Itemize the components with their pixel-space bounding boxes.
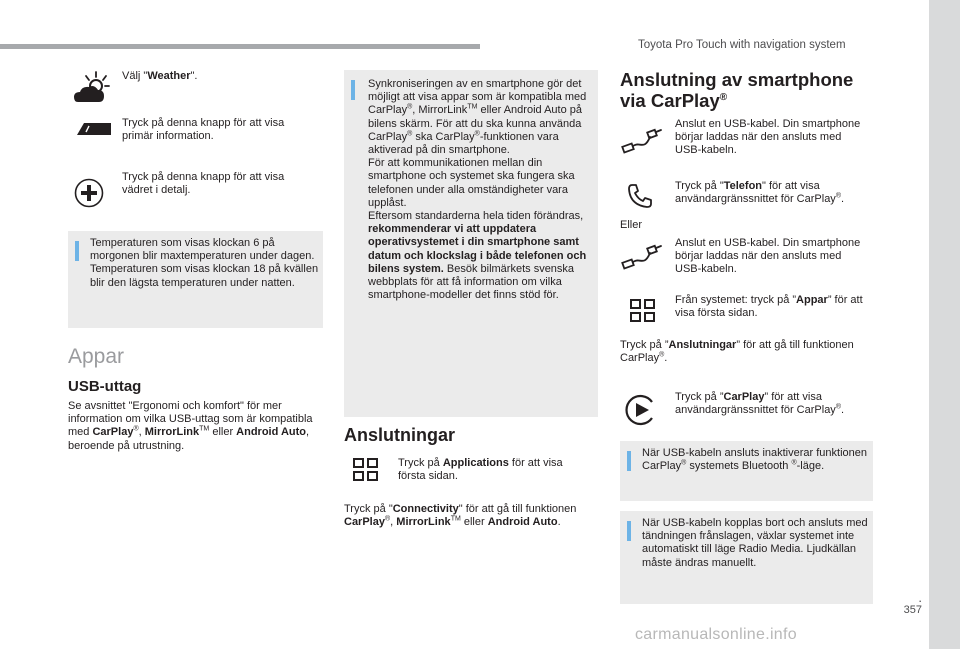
carplay-heading: Anslutning av smartphone via CarPlay® xyxy=(620,69,854,111)
usb-connect-text-1: Anslut en USB-kabel. Din smartphone börjar laddas när den ansluts med USB-kabeln. xyxy=(675,118,861,157)
sync-note-text: Synkroniseringen av en smartphone gör det möjligt att visa appar som är kompatibla med CarPlay®, MirrorLink™ eller Android Auto på bilens skärm. För att du ska kunna använda CarPlay® ska CarPlay®-funktionen vara aktiverad på din smartphone. För att kommunikationen mellan din smartphone och systemet ska fungera ska telefonen under alla omständigheter vara upplåst. Eftersom standarderna hela tiden förändras, rekommenderar vi att uppdatera operativsystemet i din smartphone samt datum och klockslag i både telefonen och bilens system. Besök bilmärkets svenska webbplats för att få information om vilka smartphone-modeller det finns stöd för. xyxy=(368,78,587,302)
weather-instruction: Välj "Weather". xyxy=(122,70,198,82)
carplay-text: Tryck på ”CarPlay” för att visa användargränssnittet för CarPlay®. xyxy=(675,391,845,417)
or-label: Eller xyxy=(620,219,643,231)
usb-cable-icon xyxy=(620,125,662,157)
anslutningar-text: Tryck på ”Anslutningar” för att gå till funktionen CarPlay®. xyxy=(620,339,854,365)
header-rule xyxy=(0,44,480,49)
connections-heading: Anslutningar xyxy=(344,425,455,445)
disconnect-note-text: När USB-kabeln kopplas bort och ansluts med tändningen frånslagen, växlar systemet inte automatiskt till läge Radio Media. Ljudkällan måste ändras manuellt. xyxy=(642,517,868,569)
weather-sun-cloud-icon xyxy=(72,70,112,106)
disconnect-note-box xyxy=(620,511,873,604)
connectivity-text: Tryck på "Connectivity" för att gå till funktionen CarPlay®, MirrorLink™ eller Android Auto. xyxy=(344,503,577,529)
sync-note-box xyxy=(344,70,598,417)
info-marker xyxy=(75,241,79,261)
usb-cable-icon xyxy=(620,241,662,273)
info-marker xyxy=(627,451,631,471)
info-marker xyxy=(351,80,355,100)
telefon-text: Tryck på "Telefon" för att visa användargränssnittet för CarPlay®. xyxy=(675,180,845,206)
primary-info-button-icon xyxy=(76,122,112,136)
section-title-appar: Appar xyxy=(68,345,125,368)
page-number: 357 xyxy=(903,604,922,616)
detail-weather-text: Tryck på denna knapp för att visa vädret i detalj. xyxy=(122,171,285,197)
temperature-note-text: Temperaturen som visas klockan 6 på morgonen blir maxtemperaturen under dagen. Temperaturen som visas klockan 18 på kvällen blir den lägsta temperaturen under natten. xyxy=(90,237,319,289)
watermark: carmanualsonline.info xyxy=(635,626,797,643)
usb-connect-text-2: Anslut en USB-kabel. Din smartphone börjar laddas när den ansluts med USB-kabeln. xyxy=(675,237,861,276)
page-marker: . xyxy=(918,590,922,605)
bluetooth-note-text: När USB-kabeln ansluts inaktiverar funktionen CarPlay® systemets Bluetooth ®-läge. xyxy=(642,447,868,473)
applications-text: Tryck på Applications för att visa första sidan. xyxy=(398,457,563,483)
page-edge-tab xyxy=(929,0,960,649)
usb-text: Se avsnittet "Ergonomi och komfort" för mer information om vilka USB-uttag som är kompatibla med CarPlay®, MirrorLink™ eller Android Auto, beroende på utrustning. xyxy=(68,400,313,452)
usb-heading: USB-uttag xyxy=(68,378,142,395)
plus-detail-button-icon xyxy=(74,178,104,208)
carplay-play-icon xyxy=(622,392,658,428)
temperature-note-box xyxy=(68,231,323,328)
primary-info-text: Tryck på denna knapp för att visa primär information. xyxy=(122,117,285,143)
appar-text: Från systemet: tryck på ”Appar” för att visa första sidan. xyxy=(675,294,863,320)
info-marker xyxy=(627,521,631,541)
bluetooth-note-box xyxy=(620,441,873,501)
apps-grid-icon xyxy=(630,299,656,323)
applications-grid-icon xyxy=(353,458,379,482)
phone-handset-icon xyxy=(626,182,654,210)
page-header-title: Toyota Pro Touch with navigation system xyxy=(638,39,846,51)
